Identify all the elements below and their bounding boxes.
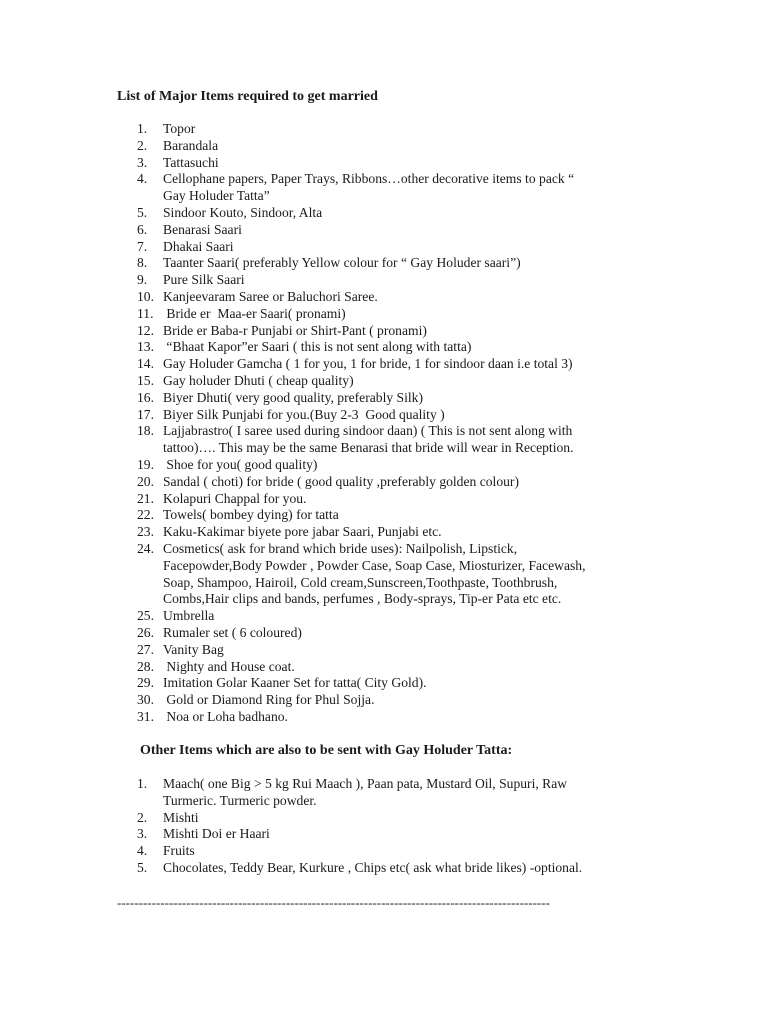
list-item-text: “Bhaat Kapor”er Saari ( this is not sent along with tatta) (163, 339, 472, 355)
list-item (137, 843, 657, 860)
list-item (137, 608, 657, 625)
list-item-number: 24. (137, 540, 154, 556)
list-item-text: Taanter Saari( preferably Yellow colour for “ Gay Holuder saari”) (163, 255, 521, 271)
list-item (137, 642, 657, 659)
list-item-number: 2. (137, 809, 148, 825)
list-item-number: 17. (137, 406, 154, 422)
list-item (137, 155, 657, 172)
list-item-number: 23. (137, 524, 154, 540)
list-item (137, 659, 657, 676)
list-item (137, 491, 657, 508)
list-item-number: 25. (137, 608, 154, 624)
list-item-text: Nighty and House coat. (163, 658, 295, 674)
list-item-number: 16. (137, 389, 154, 405)
list-item (137, 289, 657, 306)
list-item (137, 541, 657, 608)
list-item-text: Chocolates, Teddy Bear, Kurkure , Chips etc( ask what bride likes) -optional. (163, 859, 583, 875)
list-item-number: 7. (137, 238, 148, 254)
list-item-text: Mishti Doi er Haari (163, 826, 270, 842)
list-item-number: 8. (137, 255, 148, 271)
list-item (137, 239, 657, 256)
list-item-number: 9. (137, 272, 148, 288)
list-item-text: Towels( bombey dying) for tatta (163, 507, 339, 523)
list-item-text: Imitation Golar Kaaner Set for tatta( City Gold). (163, 675, 427, 691)
list-item-number: 3. (137, 154, 148, 170)
list-item (137, 339, 657, 356)
list-item (137, 524, 657, 541)
list-item-number: 27. (137, 641, 154, 657)
list-item-text: Noa or Loha badhano. (163, 708, 288, 724)
list-item-number: 10. (137, 288, 154, 304)
section-heading: Other Items which are also to be sent with Gay Holuder Tatta: (140, 743, 513, 758)
list-item-text: Kanjeevaram Saree or Baluchori Saree. (163, 288, 378, 304)
list-item-text: Umbrella (163, 608, 215, 624)
list-item-text: Kolapuri Chappal for you. (163, 490, 307, 506)
list-item (137, 860, 657, 877)
list-item-text: Sandal ( choti) for bride ( good quality ,preferably golden colour) (163, 473, 519, 489)
list-item-text: Barandala (163, 137, 219, 153)
list-item (137, 474, 657, 491)
list-item-text: Tattasuchi (163, 154, 219, 170)
list-item-text: Gay Holuder Gamcha ( 1 for you, 1 for bride, 1 for sindoor daan i.e total 3) (163, 356, 573, 372)
other-items-list (137, 776, 657, 877)
list-item-number: 14. (137, 356, 154, 372)
list-item-number: 28. (137, 658, 154, 674)
list-item-number: 3. (137, 826, 148, 842)
list-item-number: 5. (137, 204, 148, 220)
list-item (137, 272, 657, 289)
list-item (137, 457, 657, 474)
list-item-text: Gay holuder Dhuti ( cheap quality) (163, 372, 354, 388)
list-item (137, 171, 657, 205)
list-item-number: 19. (137, 456, 154, 472)
list-item (137, 373, 657, 390)
list-item-number: 11. (137, 305, 154, 321)
list-item-text: Cellophane papers, Paper Trays, Ribbons…other decorative items to pack “ Gay Holuder Tatta” (163, 171, 575, 204)
list-item-number: 2. (137, 137, 148, 153)
list-item-number: 18. (137, 423, 154, 439)
list-item-text: Cosmetics( ask for brand which bride uses): Nailpolish, Lipstick, Facepowder,Body Powder , Powder Case, Soap Case, Miosturizer, Facewash, Soap, Shampoo, Hairoil, Cold cream,Sunscreen,Toothpaste, Toothbrush, Combs,Hair clips and bands, perfumes , Body-sprays, Tip-er Pata etc etc. (163, 540, 586, 607)
list-item (137, 407, 657, 424)
list-item (137, 810, 657, 827)
list-item-text: Biyer Dhuti( very good quality, preferably Silk) (163, 389, 423, 405)
list-item (137, 306, 657, 323)
list-item-number: 30. (137, 692, 154, 708)
list-item-number: 1. (137, 121, 148, 136)
list-item-text: Rumaler set ( 6 coloured) (163, 624, 302, 640)
list-item (137, 507, 657, 524)
list-item-text: Kaku-Kakimar biyete pore jabar Saari, Punjabi etc. (163, 524, 442, 540)
list-item-text: Benarasi Saari (163, 221, 242, 237)
list-item-text: Pure Silk Saari (163, 272, 245, 288)
list-item-number: 5. (137, 859, 148, 875)
list-item (137, 356, 657, 373)
list-item-number: 4. (137, 843, 148, 859)
list-item-text: Biyer Silk Punjabi for you.(Buy 2-3 Good quality ) (163, 406, 445, 422)
list-item-text: Dhakai Saari (163, 238, 234, 254)
list-item-text: Topor (163, 121, 196, 136)
list-item-text: Mishti (163, 809, 199, 825)
page-title: List of Major Items required to get married (117, 89, 378, 104)
list-item (137, 138, 657, 155)
list-item (137, 121, 657, 138)
list-item-number: 29. (137, 675, 154, 691)
list-item-number: 12. (137, 322, 154, 338)
list-item (137, 323, 657, 340)
list-item-text: Shoe for you( good quality) (163, 456, 318, 472)
list-item-number: 15. (137, 372, 154, 388)
list-item (137, 222, 657, 239)
list-item-text: Vanity Bag (163, 641, 224, 657)
list-item-text: Lajjabrastro( I saree used during sindoor daan) ( This is not sent along with tattoo)…. This may be the same Benarasi that bride will wear in Reception. (163, 423, 574, 456)
list-item-number: 13. (137, 339, 154, 355)
list-item-number: 20. (137, 473, 154, 489)
list-item (137, 255, 657, 272)
list-item-number: 6. (137, 221, 148, 237)
list-item (137, 390, 657, 407)
list-item-text: Sindoor Kouto, Sindoor, Alta (163, 204, 323, 220)
list-item (137, 625, 657, 642)
list-item-text: Bride er Baba-r Punjabi or Shirt-Pant ( pronami) (163, 322, 427, 338)
list-item-number: 4. (137, 171, 148, 187)
list-item (137, 709, 657, 726)
list-item-number: 1. (137, 776, 148, 791)
list-item (137, 692, 657, 709)
list-item (137, 776, 657, 810)
list-item-text: Fruits (163, 843, 195, 859)
major-items-list (137, 121, 657, 726)
list-item-text: Maach( one Big > 5 kg Rui Maach ), Paan pata, Mustard Oil, Supuri, Raw Turmeric. Turmeric powder. (163, 776, 568, 808)
list-item-text: Gold or Diamond Ring for Phul Sojja. (163, 692, 375, 708)
list-item-text: Bride er Maa-er Saari( pronami) (163, 305, 346, 321)
list-item (137, 826, 657, 843)
list-item-number: 31. (137, 708, 154, 724)
list-item (137, 675, 657, 692)
list-item-number: 26. (137, 624, 154, 640)
list-item (137, 205, 657, 222)
list-item-number: 22. (137, 507, 154, 523)
divider-line: ---------------------------------------------------------------------------------------------------- (117, 895, 550, 910)
list-item (137, 423, 657, 457)
list-item-number: 21. (137, 490, 154, 506)
